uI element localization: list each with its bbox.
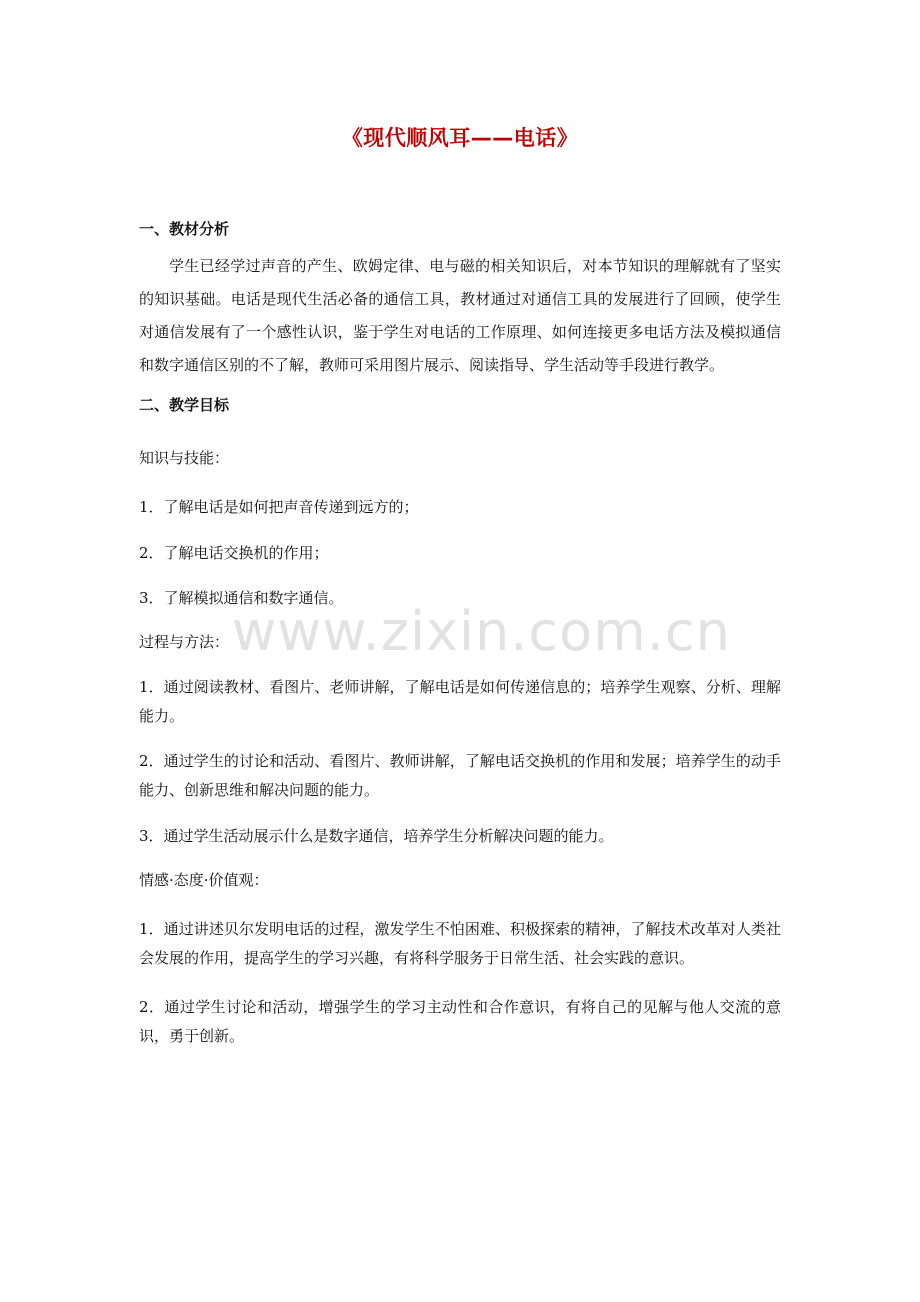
emotion-attitude-values-label: 情感·态度·价值观： [139,871,269,889]
knowledge-skills-label: 知识与技能： [139,449,230,467]
watermark-text: www.zixin.com.cn [232,600,731,663]
document-body [139,216,781,1051]
process-item-2: 2．通过学生的讨论和活动、看图片、教师讲解，了解电话交换机的作用和发展；培养学生的动手能力、创新思维和解决问题的能力。 [139,752,781,799]
emotion-item-1: 1．通过讲述贝尔发明电话的过程，激发学生不怕困难、积极探索的精神，了解技术改革对人类社会发展的作用，提高学生的学习兴趣，有将科学服务于日常生活、社会实践的意识。 [139,920,781,967]
process-item-3: 3．通过学生活动展示什么是数字通信，培养学生分析解决问题的能力。 [139,827,614,845]
section-heading-analysis: 一、教材分析 [139,220,230,238]
knowledge-item-1: 1．了解电话是如何把声音传递到远方的； [139,498,419,516]
process-methods-label: 过程与方法： [139,633,230,651]
document-title: 《现代顺风耳——电话》 [341,126,579,150]
knowledge-item-3: 3．了解模拟通信和数字通信。 [139,589,344,607]
section-heading-objectives: 二、教学目标 [139,396,230,414]
knowledge-item-2: 2．了解电话交换机的作用； [139,544,329,562]
emotion-item-2: 2．通过学生讨论和活动，增强学生的学习主动性和合作意识，有将自己的见解与他人交流的意识，勇于创新。 [139,998,781,1045]
analysis-paragraph: 学生已经学过声音的产生、欧姆定律、电与磁的相关知识后，对本节知识的理解就有了坚实的知识基础。电话是现代生活必备的通信工具，教材通过对通信工具的发展进行了回顾，使学生对通信发展有了一个感性认识，鉴于学生对电话的工作原理、如何连接更多电话方法及模拟通信和数字通信区别的不了解，教师可采用图片展示、阅读指导、学生活动等手段进行教学。 [139,257,781,374]
process-item-1: 1．通过阅读教材、看图片、老师讲解，了解电话是如何传递信息的；培养学生观察、分析、理解能力。 [139,678,781,725]
